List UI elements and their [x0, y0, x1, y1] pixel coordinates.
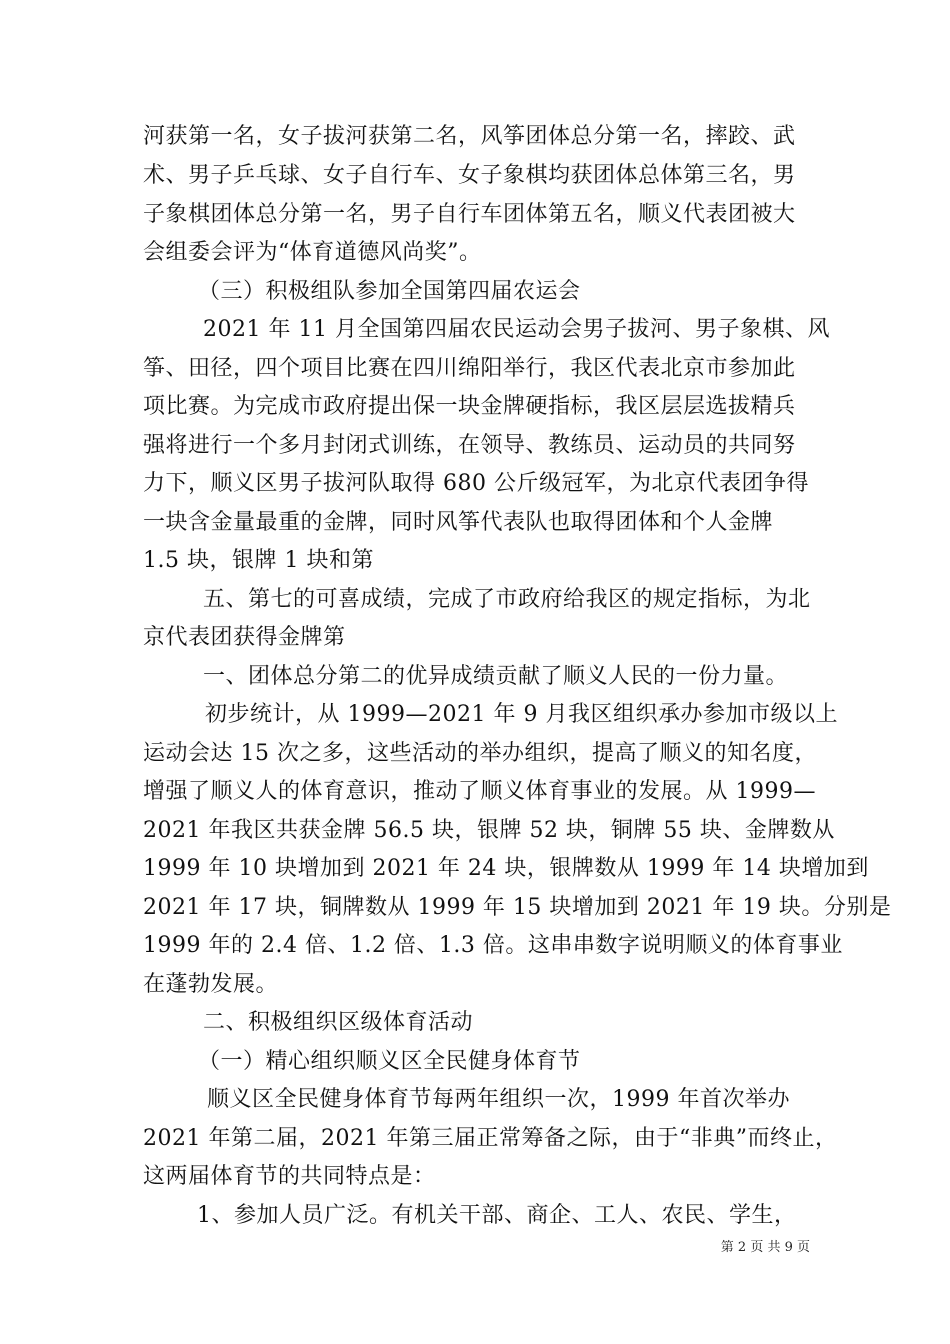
text-line: 初步统计，从 1999—2021 年 9 月我区组织承办参加市级以上 [205, 702, 838, 727]
text-line: 会组委会评为“体育道德风尚奖”。 [143, 240, 482, 265]
text-line: 1999 年的 2.4 倍、1.2 倍、1.3 倍。这串串数字说明顺义的体育事业 [143, 933, 843, 958]
text-line: 2021 年 17 块，铜牌数从 1999 年 15 块增加到 2021 年 19 块。分别是 [143, 895, 892, 920]
text-line: 项比赛。为完成市政府提出保一块金牌硬指标，我区层层选拔精兵 [143, 394, 796, 419]
text-line: （三）积极组队参加全国第四届农运会 [198, 279, 581, 304]
text-line: 增强了顺义人的体育意识，推动了顺义体育事业的发展。从 1999— [143, 779, 816, 804]
text-line: 在蓬勃发展。 [143, 972, 279, 997]
text-line: 五、第七的可喜成绩，完成了市政府给我区的规定指标，为北 [203, 587, 811, 612]
text-line: 2021 年我区共获金牌 56.5 块，银牌 52 块，铜牌 55 块、金牌数从 [143, 818, 835, 843]
text-line: 京代表团获得金牌第 [143, 625, 346, 650]
text-line: 强将进行一个多月封闭式训练，在领导、教练员、运动员的共同努 [143, 433, 796, 458]
text-line: 1.5 块，银牌 1 块和第 [143, 548, 374, 573]
text-line: 术、男子乒乓球、女子自行车、女子象棋均获团体总体第三名，男 [143, 163, 796, 188]
text-line: 2021 年第二届，2021 年第三届正常筹备之际，由于“非典”而终止， [143, 1126, 838, 1151]
text-line: 一块含金量最重的金牌，同时风筝代表队也取得团体和个人金牌 [143, 510, 774, 535]
text-line: 运动会达 15 次之多，这些活动的举办组织，提高了顺义的知名度， [143, 741, 817, 766]
text-line: 2021 年 11 月全国第四届农民运动会男子拔河、男子象棋、风 [203, 317, 830, 342]
text-line: 1、参加人员广泛。有机关干部、商企、工人、农民、学生， [197, 1203, 797, 1228]
text-line: 这两届体育节的共同特点是： [143, 1164, 436, 1189]
text-line: 筝、田径，四个项目比赛在四川绵阳举行，我区代表北京市参加此 [143, 356, 796, 381]
text-line: 顺义区全民健身体育节每两年组织一次，1999 年首次举办 [207, 1087, 790, 1112]
page-footer: 第 2 页 共 9 页 [720, 1240, 810, 1255]
text-line: 一、团体总分第二的优异成绩贡献了顺义人民的一份力量。 [203, 664, 789, 689]
text-line: 二、积极组织区级体育活动 [203, 1010, 474, 1035]
text-line: 子象棋团体总分第一名，男子自行车团体第五名，顺义代表团被大 [143, 202, 796, 227]
text-line: 河获第一名，女子拔河获第二名，风筝团体总分第一名，摔跤、武 [143, 124, 796, 149]
text-line: 1999 年 10 块增加到 2021 年 24 块，银牌数从 1999 年 14 块增加到 [143, 856, 869, 881]
text-line: 力下，顺义区男子拔河队取得 680 公斤级冠军，为北京代表团争得 [143, 471, 809, 496]
text-line: （一）精心组织顺义区全民健身体育节 [198, 1049, 581, 1074]
